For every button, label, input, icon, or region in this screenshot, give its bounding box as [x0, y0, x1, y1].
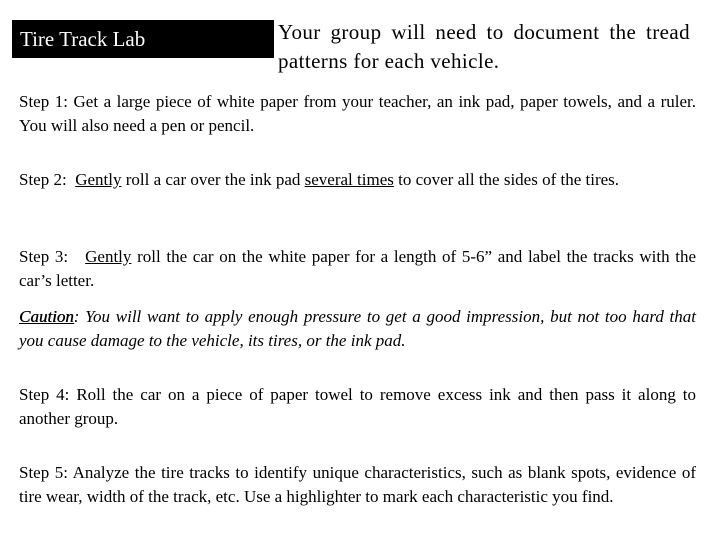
step-4-text: Roll the car on a piece of paper towel to remove excess ink and then pass it along to another group. — [19, 385, 696, 428]
caution-label: Caution — [19, 307, 74, 326]
step-3-text: roll the car on the white paper for a length of 5-6” and label the tracks with the car’s letter. — [19, 247, 697, 290]
step-4-label: Step 4: — [19, 385, 70, 404]
caution-note — [19, 305, 696, 353]
step-3-emphasis-gently: Gently — [85, 247, 132, 266]
step-1 — [19, 90, 696, 138]
step-3-spacer — [68, 247, 85, 266]
step-3-label: Step 3: — [19, 247, 69, 266]
step-3 — [19, 245, 696, 293]
step-5 — [19, 461, 696, 509]
caution-text: : You will want to apply enough pressure to get a good impression, but not too hard that you cause damage to the vehicle, its tires, or the ink pad. — [19, 307, 696, 350]
step-5-text: : Analyze the tire tracks to identify unique characteristics, such as blank spots, evidence of tire wear, width of the track, etc. Use a highlighter to mark each characteristic you find. — [19, 463, 696, 506]
step-2-emphasis-gently: Gently — [75, 170, 122, 189]
step-2-spacer — [67, 170, 76, 189]
step-2-text-mid: roll a car over the ink pad — [121, 170, 305, 189]
lab-title: Tire Track Lab — [12, 20, 274, 58]
intro-text: Your group will need to document the tread patterns for each vehicle. — [278, 20, 690, 73]
step-5-label: Step 5 — [19, 463, 64, 482]
step-2-label: Step 2: — [19, 170, 67, 189]
step-1-text: : Get a large piece of white paper from your teacher, an ink pad, paper towels, and a ruler. You will also need a pen or pencil. — [19, 92, 696, 135]
step-2-text-end: to cover all the sides of the tires. — [393, 170, 620, 189]
step-2 — [19, 168, 696, 192]
step-2-emphasis-several-times: several times — [304, 170, 394, 189]
step-4 — [19, 383, 696, 431]
step-1-label: Step 1 — [19, 92, 64, 111]
